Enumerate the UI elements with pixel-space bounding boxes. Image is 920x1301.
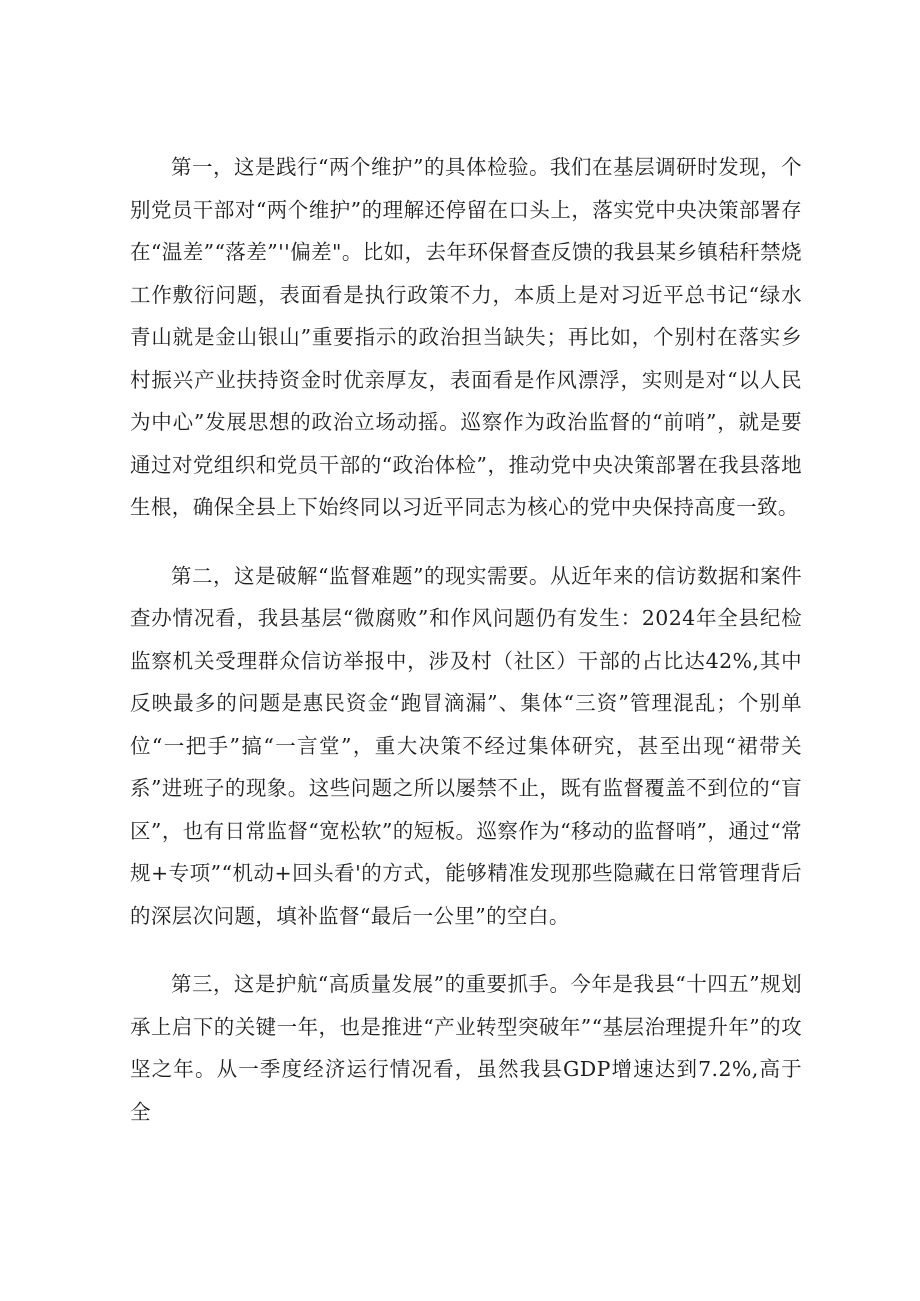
paragraph-2: 第二，这是破解“监督难题”的现实需要。从近年来的信访数据和案件查办情况看，我县基层“微腐败”和作风问题仍有发生：2024年全县纪检监察机关受理群众信访举报中，涉及村（社区）干部的占比达42%,其中反映最多的问题是惠民资金“跑冒滴漏”、集体“三资”管理混乱；个别单位“一把手”搞“一言堂”，重大决策不经过集体研究，甚至出现“裙带关系”进班子的现象。这些问题之所以屡禁不止，既有监督覆盖不到位的“盲区”，也有日常监督“宽松软”的短板。巡察作为“移动的监督哨”，通过“常规+专项”“机动+回头看'的方式，能够精准发现那些隐藏在日常管理背后的深层次问题，填补监督“最后一公里”的空白。 bbox=[130, 563, 802, 928]
paragraph-1: 第一，这是践行“两个维护”的具体检验。我们在基层调研时发现，个别党员干部对“两个维护”的理解还停留在口头上，落实党中央决策部署存在“温差”“落差”''偏差"。比如，去年环保督查反馈的我县某乡镇秸秆禁烧工作敷衍问题，表面看是执行政策不力，本质上是对习近平总书记“绿水青山就是金山银山”重要指示的政治担当缺失；再比如，个别村在落实乡村振兴产业扶持资金时优亲厚友，表面看是作风漂浮，实则是对“以人民为中心”发展思想的政治立场动摇。巡察作为政治监督的“前哨”，就是要通过对党组织和党员干部的“政治体检”，推动党中央决策部署在我县落地生根，确保全县上下始终同以习近平同志为核心的党中央保持高度一致。 bbox=[130, 155, 802, 519]
document-body bbox=[130, 146, 802, 1159]
paragraph-3: 第三，这是护航“高质量发展”的重要抓手。今年是我县“十四五”规划承上启下的关键一年，也是推进“产业转型突破年”“基层治理提升年”的攻坚之年。从一季度经济运行情况看，虽然我县GDP增速达到7.2%,高于全 bbox=[130, 972, 802, 1124]
